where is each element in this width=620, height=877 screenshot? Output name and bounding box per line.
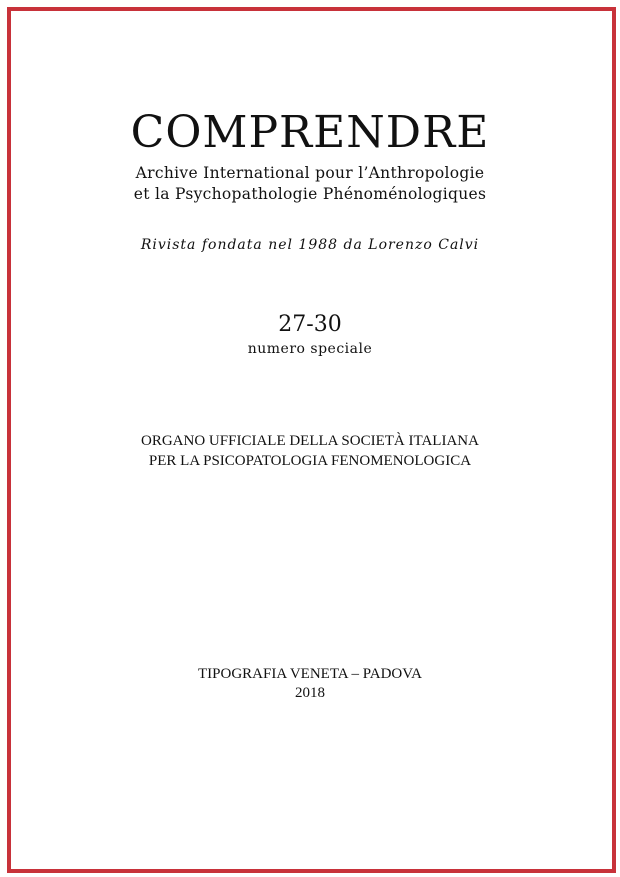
journal-subtitle-line-2: et la Psychopathologie Phénoménologiques <box>133 185 487 203</box>
journal-subtitle <box>0 163 620 205</box>
journal-subtitle-line-1: Archive International pour l’Anthropologie <box>135 164 485 182</box>
publication-year: 2018 <box>295 685 325 701</box>
publisher-block <box>0 665 620 703</box>
official-organ-line-1: ORGANO UFFICIALE DELLA SOCIETÀ ITALIANA <box>141 433 479 449</box>
founding-note: Rivista fondata nel 1988 da Lorenzo Calvi <box>140 237 480 253</box>
issue-number: 27-30 <box>278 312 342 337</box>
issue-note: numero speciale <box>247 341 373 357</box>
official-organ-statement <box>0 431 620 471</box>
publisher-name: TIPOGRAFIA VENETA – PADOVA <box>198 666 422 682</box>
journal-title: COMPRENDRE <box>130 107 490 158</box>
official-organ-line-2: PER LA PSICOPATOLOGIA FENOMENOLOGICA <box>148 453 472 469</box>
